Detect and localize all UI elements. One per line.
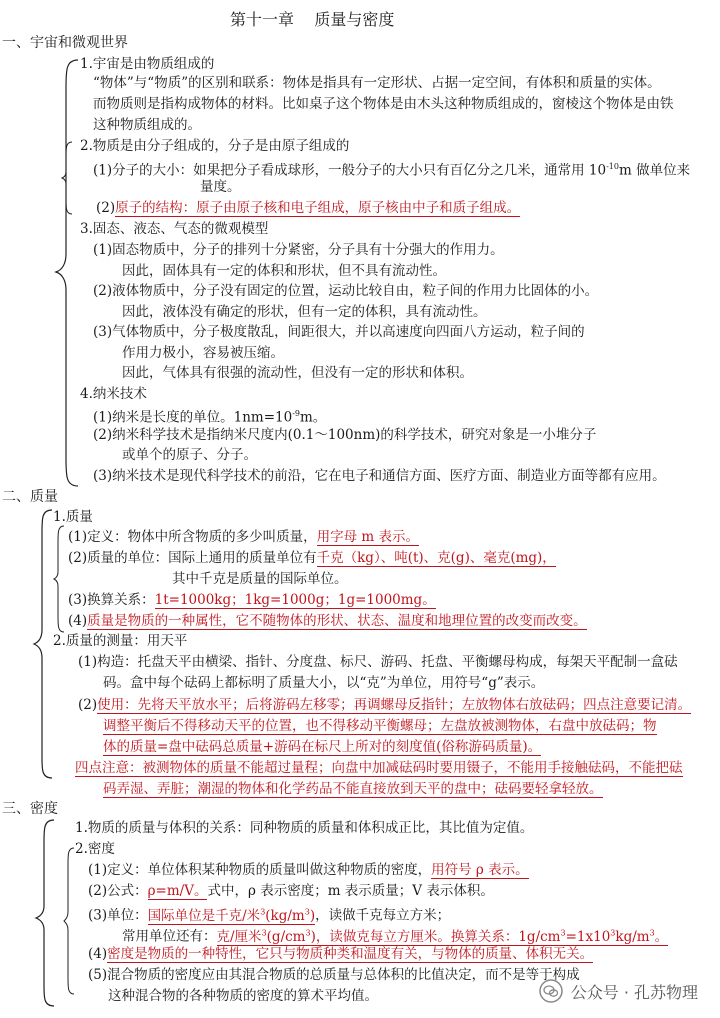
s1-point-3-item-2: (2)液体物质中，分子没有固定的位置，运动比较自由，粒子间的作用力比固体的小。 [93,283,599,299]
s1-point-1-text: 而物质则是指构成物体的材料。比如桌子这个物体是由木头这种物质组成的，窗棱这个物体是由铁 [93,96,674,112]
s1-point-1: 1.宇宙是由物质组成的 [80,56,215,72]
red-highlight: 千克（kg）、吨(t)、克(g)、毫克(mg)， [316,550,556,566]
s3-point-2: 2.密度 [75,841,115,857]
s2-point-1-item-2-cont: 其中千克是质量的国际单位。 [172,571,348,587]
page-title: 第十一章 质量与密度 [230,10,395,29]
red-highlight: 四点注意：被测物体的质量不能超过量程；向盘中加减砝码时要用镊子，不能用手接触砝码，不能把砝 [75,760,683,776]
s1-point-4: 4.纳米技术 [80,386,147,402]
s1-point-3-item-3: (3)气体物质中，分子极度散乱，间距很大，并以高速度向四面八方运动，粒子间的 [93,324,585,340]
red-highlight: 用字母 m 表示。 [316,529,420,545]
wechat-icon [539,979,563,1003]
s1-point-2-item-2: (2)原子的结构：原子由原子核和电子组成，原子核由中子和质子组成。 [96,200,521,216]
red-highlight: 1t=1000kg；1kg=1000g；1g=1000mg。 [154,592,436,608]
s1-point-3-item-2-cont: 因此，液体没有确定的形状，但有一定的体积，具有流动性。 [122,304,487,320]
s1-point-4-item-1: (1)纳米是长度的单位。$1nm=10^{-9}m$。 [93,409,327,426]
s2-point-2-item-2-cont [103,738,541,756]
red-highlight: 调整平衡后不得移动天平的位置，也不得移动平衡螺母；左盘放被测物体，右盘中放砝码；物 [103,718,657,734]
s2-point-2-item-1: (1)构造：托盘天平由横梁、指针、分度盘、标尺、游码、托盘、平衡螺母构成，每架天平配制一盒砝 [78,654,678,670]
section-1-sub-brace [60,140,76,216]
red-highlight: 原子的结构：原子由原子核和电子组成，原子核由中子和质子组成。 [115,200,521,216]
s1-point-3: 3.固态、液态、气态的微观模型 [80,221,269,237]
red-highlight: 密度是物质的一种特性，它只与物质种类和温度有关，与物体的质量、体积无关。 [107,946,594,962]
watermark [539,979,698,1003]
red-highlight: 使用：先将天平放水平；后将游码左移零；再调螺母反指针；左放物体右放砝码；四点注意要记清。 [97,697,692,713]
s2-point-1-item-1: (1)定义：物体中所含物质的多少叫质量，用字母 m 表示。 [68,529,420,545]
section-2-heading: 二、质量 [2,489,58,505]
red-highlight: 用符号 ρ 表示。 [431,862,529,878]
red-highlight: 码弄湿、弄脏；潮湿的物体和化学药品不能直接放到天平的盘中；砝码要轻拿轻放。 [103,781,603,797]
red-highlight: 质量是物质的一种属性，它不随物体的形状、状态、温度和地理位置的改变而改变。 [87,613,587,629]
section-2-sub-brace [52,524,68,634]
s2-point-2-item-2: (2)使用：先将天平放水平；后将游码左移零；再调螺母反指针；左放物体右放砝码；四点注意要记清。 [78,697,692,713]
s2-point-1-item-3: (3)换算关系：1t=1000kg；1kg=1000g；1g=1000mg。 [68,592,436,608]
s3-point-2-item-4: (4)密度是物质的一种特性，它只与物质种类和温度有关，与物体的质量、体积无关。 [88,946,594,962]
watermark-text: 公众号 · 孔苏物理 [570,982,698,1002]
section-3-heading: 三、密度 [2,801,58,817]
s1-point-3-item-1: (1)固态物质中，分子的排列十分紧密，分子具有十分强大的作用力。 [93,242,504,258]
section-3-brace [34,818,58,1008]
s2-point-1: 1.质量 [53,509,93,525]
red-highlight: 国际单位是千克/米$^3(kg/m^3)$ [147,907,316,924]
s3-point-2-item-5: (5)混合物质的密度应由其混合物质的总质量与总体积的比值决定，而不是等于构成 [88,967,580,983]
s2-point-1-item-2: (2)质量的单位：国际上通用的质量单位有千克（kg）、吨(t)、克(g)、毫克(mg)， [68,550,556,566]
s1-point-3-item-3-cont: 因此，气体具有很强的流动性，但没有一定的形状和体积。 [122,365,473,381]
s2-point-2-notes-cont [103,780,603,798]
section-1-brace [52,58,82,488]
s1-point-4-item-2-cont: 或单个的原子、分子。 [122,447,257,463]
s3-point-1: 1.物质的质量与体积的关系：同种物质的质量和体积成正比，其比值为定值。 [75,820,534,836]
s1-point-2-item-1: (1)分子的大小：如果把分子看成球形，一般分子的大小只有百亿分之几米，通常用 $10^{-10}m$ 做单位来 [93,162,691,179]
red-highlight: ρ=m/V。 [147,883,208,899]
s1-point-1-text: 这种物质组成的。 [93,117,201,133]
red-highlight: 克/厘米$^3(g/cm^3)$，读做克每立方厘米。换算关系：$1g/cm^3=1x10^3kg/m^3$。 [216,928,669,945]
s2-point-2-notes [75,759,683,777]
s1-point-3-item-1-cont: 因此，固体具有一定的体积和形状，但不具有流动性。 [122,263,446,279]
red-highlight: 体的质量=盘中砝码总质量+游码在标尺上所对的刻度值(俗称游码质量)。 [103,739,542,755]
s3-point-2-item-3-cont: 常用单位还有：克/厘米$^3(g/cm^3)$，读做克每立方厘米。换算关系：$1g/cm^3=1x10^3kg/m^3$。 [122,928,669,945]
s3-point-2-item-1: (1)定义：单位体积某种物质的质量叫做这种物质的密度，用符号 ρ 表示。 [88,862,529,878]
s1-point-4-item-3: (3)纳米技术是现代科学技术的前沿，它在电子和通信方面、医疗方面、制造业方面等都有应用。 [93,468,666,484]
s2-point-2-item-1-cont: 码。盒中每个砝码上都标明了质量大小，以“克”为单位，用符号“g”表示。 [103,675,545,691]
section-1-heading: 一、宇宙和微观世界 [2,35,128,51]
s1-point-4-item-2: (2)纳米科学技术是指纳米尺度内(0.1～100nm)的科学技术，研究对象是一小堆分子 [93,427,597,443]
s1-point-3-item-3-cont: 作用力极小，容易被压缩。 [122,345,284,361]
s2-point-2-item-2-cont [103,717,657,735]
section-3-sub-brace [62,846,78,996]
s1-point-2: 2.物质是由分子组成的，分子是由原子组成的 [80,138,350,154]
s2-point-2: 2.质量的测量：用天平 [53,633,188,649]
s1-point-1-text: “物体”与“物质”的区别和联系：物体是指具有一定形状、占据一定空间，有体积和质量的实体。 [93,75,661,91]
s3-point-2-item-2: (2)公式：ρ=m/V。式中，ρ 表示密度；m 表示质量；V 表示体积。 [88,883,494,899]
s3-point-2-item-5-cont: 这种混合物的各种物质的密度的算术平均值。 [108,988,378,1004]
s3-point-2-item-3: (3)单位：国际单位是千克/米$^3(kg/m^3)$，读做千克每立方米； [88,907,451,924]
s2-point-1-item-4: (4)质量是物质的一种属性，它不随物体的形状、状态、温度和地理位置的改变而改变。 [68,613,587,629]
s1-point-2-item-1-cont: 量度。 [200,179,241,195]
